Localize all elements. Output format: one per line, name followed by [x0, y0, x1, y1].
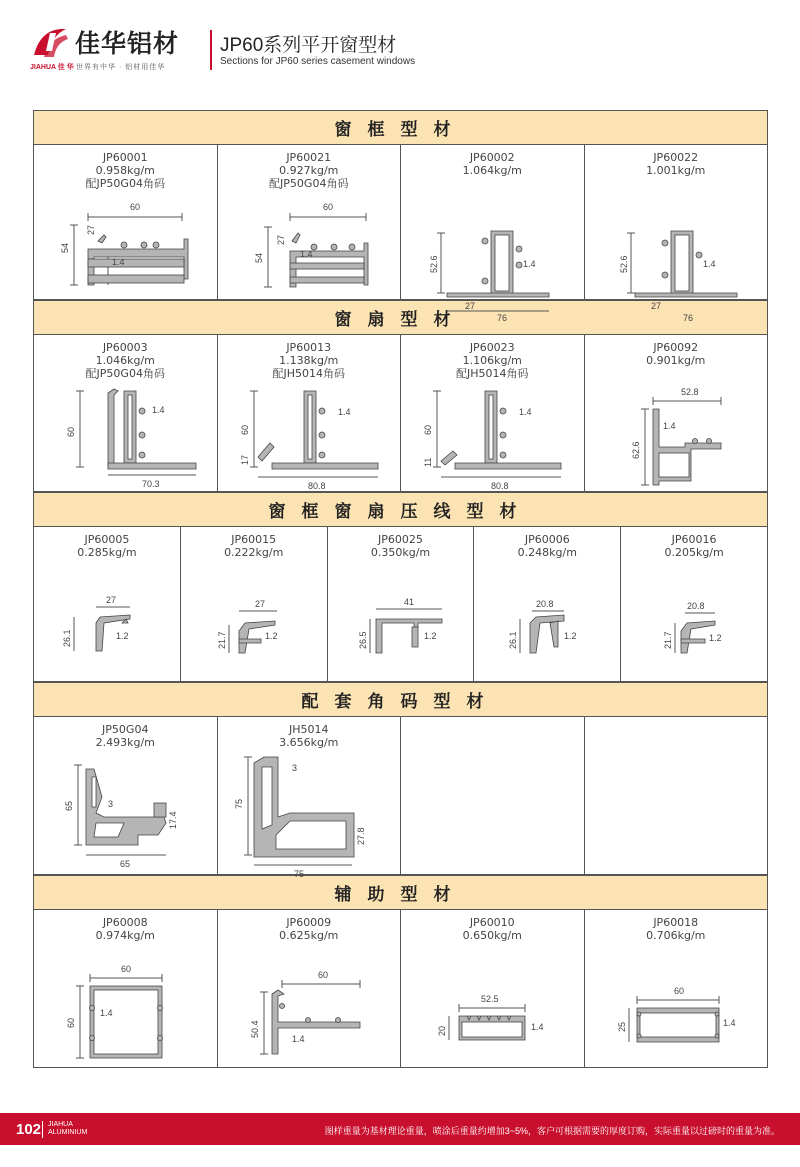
profile-weight: 1.106kg/m	[462, 354, 522, 367]
profile-cell	[218, 717, 402, 879]
dim-label: 1.4	[152, 405, 165, 415]
profile-weight: 1.064kg/m	[462, 164, 522, 177]
profile-cell	[585, 335, 769, 492]
profile-cell	[401, 910, 585, 1068]
profile-code: JP60008	[102, 916, 148, 929]
header-divider	[210, 30, 212, 70]
profile-weight: 0.350kg/m	[370, 546, 431, 559]
dim-label: 75	[293, 869, 304, 879]
dim-label: 41	[403, 597, 414, 607]
profile-weight: 3.656kg/m	[279, 736, 339, 749]
dim-label: 76	[497, 313, 508, 323]
profile-cell	[34, 527, 181, 682]
profile-code: JP50G04	[102, 723, 149, 736]
dim-label: 1.2	[116, 631, 129, 641]
dim-label: 20.8	[687, 601, 705, 611]
dim-label: 75	[233, 798, 244, 809]
dim-label: 54	[253, 252, 264, 263]
profile-code: JP60092	[653, 341, 699, 354]
dim-label: 1.4	[100, 1008, 113, 1018]
dim-label: 50.4	[249, 1020, 260, 1038]
profile-cell	[34, 335, 218, 492]
dim-label: 1.4	[523, 259, 536, 269]
dim-label: 27.8	[355, 827, 366, 845]
profile-weight: 0.706kg/m	[646, 929, 706, 942]
profile-code: JP60010	[469, 916, 515, 929]
profile-drawing	[474, 527, 624, 682]
dim-label: 26.5	[357, 631, 368, 649]
profile-drawing	[34, 335, 217, 492]
profile-cell	[401, 335, 585, 492]
dim-label: 1.4	[299, 249, 313, 259]
dim-label: 27	[465, 301, 476, 311]
dim-label: 60	[66, 1017, 76, 1028]
profile-cell	[621, 527, 768, 682]
profile-drawing	[34, 145, 217, 300]
empty-cell	[585, 717, 769, 875]
dim-label: 52.8	[680, 387, 699, 397]
empty-cell	[401, 717, 585, 875]
profile-drawing	[621, 527, 766, 682]
profile-code: JP60018	[653, 916, 699, 929]
profile-note: 配JP50G04角码	[269, 177, 349, 190]
dim-label: 60	[129, 202, 141, 212]
dim-label: 27	[254, 599, 265, 609]
profile-drawing	[218, 910, 402, 1068]
profile-drawing	[34, 717, 217, 875]
profile-cell	[328, 527, 475, 682]
dim-label: 3	[108, 799, 114, 809]
profile-weight: 0.205kg/m	[664, 546, 724, 559]
profile-cell	[401, 145, 585, 323]
profile-note: 配JH5014角码	[455, 367, 529, 380]
profile-drawing	[218, 335, 402, 492]
profile-drawing	[585, 335, 769, 492]
profile-code: JP60009	[286, 916, 332, 929]
brand-name: 佳华铝材	[75, 30, 180, 58]
dim-label: 1.2	[709, 633, 722, 643]
jiahua-logo-icon	[30, 25, 70, 61]
profile-note: 配JP50G04角码	[85, 367, 165, 380]
dim-label: 54	[60, 242, 70, 253]
profile-cell	[181, 527, 328, 682]
dim-label: 60	[317, 970, 328, 980]
dim-label: 21.7	[216, 631, 227, 649]
profile-drawing	[34, 910, 217, 1068]
dim-label: 52.6	[429, 255, 439, 273]
profile-weight: 0.625kg/m	[279, 929, 339, 942]
profile-cell	[585, 145, 769, 323]
dim-label: 1.4	[531, 1022, 544, 1032]
dim-label: 1.4	[519, 407, 532, 417]
dim-label: 70.3	[142, 479, 160, 489]
profile-drawing	[401, 145, 585, 323]
section-title: 窗扇型材	[33, 300, 768, 335]
dim-label: 21.7	[663, 631, 674, 649]
dim-label: 60	[423, 424, 433, 435]
dim-label: 26.1	[508, 631, 519, 649]
profile-weight: 0.285kg/m	[77, 546, 137, 559]
profile-code: JP60002	[469, 151, 515, 164]
dim-label: 62.6	[630, 441, 641, 459]
profile-weight: 1.138kg/m	[279, 354, 339, 367]
dim-label: 11	[423, 457, 433, 467]
dim-label: 65	[120, 859, 131, 869]
profile-cell	[585, 910, 769, 1068]
profile-drawing	[401, 910, 585, 1068]
profile-code: JP60003	[102, 341, 148, 354]
brand-slogan: 世界有中华 · 铝材用佳华	[76, 64, 166, 71]
profile-weight: 0.974kg/m	[95, 929, 155, 942]
dim-label: 1.2	[564, 631, 577, 641]
page-subtitle: Sections for JP60 series casement windows	[220, 56, 416, 67]
profile-cell	[218, 145, 402, 300]
section-title: 窗框型材	[33, 110, 768, 145]
dim-label: 17	[239, 454, 250, 465]
profile-code: JP60013	[286, 341, 332, 354]
dim-label: 60	[673, 986, 684, 996]
profile-drawing	[328, 527, 478, 682]
profile-code: JP60015	[231, 533, 277, 546]
dim-label: 1.4	[722, 1018, 736, 1028]
dim-label: 3	[291, 763, 297, 773]
dim-label: 27	[86, 224, 96, 235]
profile-code: JP60001	[102, 151, 148, 164]
profile-code: JP60023	[469, 341, 515, 354]
dim-label: 26.1	[62, 629, 72, 647]
dim-label: 60	[120, 964, 132, 974]
dim-label: 1.4	[702, 259, 716, 269]
footer-brand: JIAHUA ALUMINIUM	[48, 1121, 88, 1136]
brand-english: JIAHUA 佳 华	[30, 64, 74, 71]
dim-label: 1.2	[423, 631, 437, 641]
profile-weight: 0.927kg/m	[279, 164, 339, 177]
page-header	[0, 0, 800, 80]
dim-label: 1.4	[662, 421, 676, 431]
dim-label: 80.8	[491, 481, 509, 491]
dim-label: 1.4	[291, 1034, 305, 1044]
profile-cell	[34, 717, 218, 875]
dim-label: 25	[616, 1021, 627, 1032]
profile-weight: 1.046kg/m	[95, 354, 155, 367]
dim-label: 76	[682, 313, 693, 323]
profile-weight: 2.493kg/m	[95, 736, 155, 749]
profile-code: JP60005	[84, 533, 130, 546]
dim-label: 17.4	[168, 811, 178, 829]
profile-catalog	[33, 110, 768, 1068]
dim-label: 1.2	[264, 631, 278, 641]
profile-cell	[218, 910, 402, 1068]
profile-weight: 0.222kg/m	[224, 546, 284, 559]
profile-drawing	[34, 527, 177, 682]
dim-label: 65	[64, 800, 74, 811]
profile-drawing	[585, 145, 769, 323]
page-footer	[0, 1113, 800, 1145]
profile-drawing	[218, 717, 402, 879]
profile-cell	[218, 335, 402, 492]
profile-code: JP60021	[286, 151, 332, 164]
dim-label: 27	[106, 595, 117, 605]
dim-label: 1.4	[112, 257, 125, 267]
section-title: 窗框窗扇压线型材	[33, 492, 768, 527]
footer-note: 图样重量为基材理论重量，喷涂后重量约增加3~5%，客户可根据需要的厚度订购，实际重量以过磅时的重量为准。	[324, 1126, 780, 1136]
dim-label: 1.4	[337, 407, 351, 417]
profile-code: JH5014	[288, 723, 329, 736]
dim-label: 80.8	[307, 481, 326, 491]
section-title: 辅助型材	[33, 875, 768, 910]
profile-weight: 0.901kg/m	[646, 354, 706, 367]
profile-code: JP60016	[671, 533, 717, 546]
footer-divider	[42, 1121, 43, 1138]
section-title: 配套角码型材	[33, 682, 768, 717]
profile-weight: 0.248kg/m	[517, 546, 577, 559]
profile-weight: 0.958kg/m	[95, 164, 155, 177]
page-number: 102	[16, 1121, 42, 1138]
profile-code: JP60022	[653, 151, 699, 164]
profile-code: JP60006	[524, 533, 570, 546]
profile-cell	[34, 910, 218, 1068]
profile-cell	[474, 527, 621, 682]
dim-label: 60	[322, 202, 333, 212]
dim-label: 60	[66, 426, 76, 437]
profile-code: JP60025	[378, 533, 423, 546]
profile-drawing	[218, 145, 402, 300]
profile-drawing	[181, 527, 327, 682]
profile-drawing	[401, 335, 585, 492]
dim-label: 52.5	[481, 994, 499, 1004]
dim-label: 27	[650, 301, 661, 311]
dim-label: 20.8	[536, 599, 554, 609]
profile-cell	[34, 145, 218, 300]
profile-drawing	[585, 910, 769, 1068]
profile-note: 配JH5014角码	[272, 367, 345, 380]
dim-label: 20	[437, 1025, 447, 1036]
page-title: JP60系列平开窗型材	[220, 35, 397, 56]
dim-label: 27	[275, 234, 286, 245]
profile-weight: 1.001kg/m	[646, 164, 706, 177]
dim-label: 60	[239, 424, 250, 435]
profile-note: 配JP50G04角码	[85, 177, 165, 190]
dim-label: 52.6	[618, 255, 629, 273]
profile-weight: 0.650kg/m	[462, 929, 522, 942]
